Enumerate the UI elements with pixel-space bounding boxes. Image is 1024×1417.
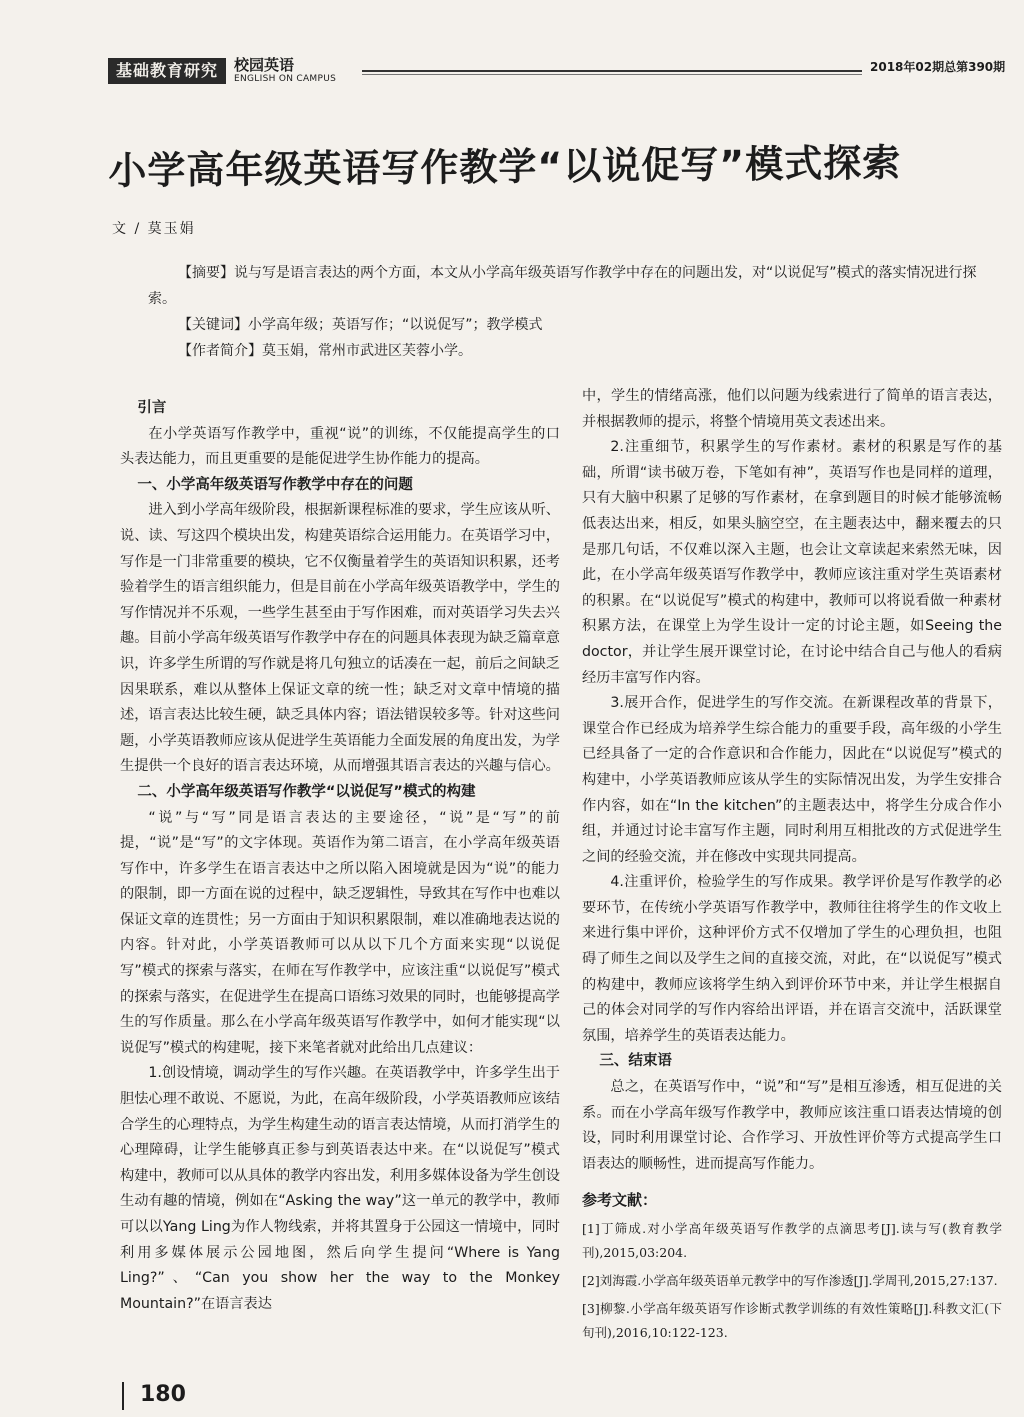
continued-paragraph: 中，学生的情绪高涨，他们以问题为线索进行了简单的语言表达，并根据教师的提示，将整个情境用英文表述出来。 xyxy=(582,388,1002,430)
intro-heading: 引言 xyxy=(137,400,167,416)
magazine-badge: 基础教育研究 xyxy=(108,58,226,84)
reference-item: [3]柳黎.小学高年级英语写作诊断式教学训练的有效性策略[J].科教文汇(下旬刊),2016,10:122-123. xyxy=(582,1301,1002,1341)
references-heading: 参考文献： xyxy=(582,1191,658,1210)
article-title: 小学高年级英语写作教学“以说促写”模式探索 xyxy=(108,140,902,193)
section2-paragraph: “说”与“写”同是语言表达的主要途径，“说”是“写”的前提，“说”是“写”的文字体现。英语作为第二语言，在小学高年级英语写作中，许多学生在语言表达中之所以陷入困境就是因为“说”的能力的限制，即一方面在说的过程中，缺乏逻辑性，导致其在写作中也难以保证文章的连贯性；另一方面由于知识积累限制，难以准确地表达说的内容。针对此，小学英语教师可以从以下几个方面来实现“以说促写”模式的探索与落实，在师在写作教学中，应该注重“以说促写”模式的探索与落实，在促进学生在提高口语练习效果的同时，也能够提高学生的写作质量。那么在小学高年级英语写作教学中，如何才能实现“以说促写”模式的构建呢，接下来笔者就对此给出几点建议： xyxy=(120,809,560,1056)
reference-item: [1]丁筛成.对小学高年级英语写作教学的点滴思考[J].读与写(教育教学刊),2015,03:204. xyxy=(582,1221,1002,1261)
abstract-summary: 【摘要】说与写是语言表达的两个方面，本文从小学高年级英语写作教学中存在的问题出发，对“以说促写”模式的落实情况进行探索。 xyxy=(148,265,977,307)
article-author: 文 / 莫玉娟 xyxy=(112,221,196,237)
page-number: 180 xyxy=(140,1382,186,1407)
section2-heading: 二、小学高年级英语写作教学“以说促写”模式的构建 xyxy=(137,783,476,800)
column-label xyxy=(234,58,336,84)
abstract-block xyxy=(148,260,978,364)
page-number-bar xyxy=(122,1382,124,1410)
abstract-keywords: 【关键词】小学高年级；英语写作；“以说促写”；教学模式 xyxy=(178,317,543,333)
left-column xyxy=(120,396,560,1317)
intro-paragraph: 在小学英语写作教学中，重视“说”的训练，不仅能提高学生的口头表达能力，而且更重要的是能促进学生协作能力的提高。 xyxy=(120,425,560,468)
header-rule xyxy=(362,70,862,75)
conclusion-paragraph: 总之，在英语写作中，“说”和“写”是相互渗透，相互促进的关系。而在小学高年级写作教学中，教师应该注重口语表达情境的创设，同时利用课堂讨论、合作学习、开放性评价等方式提高学生口语表达的顺畅性，进而提高写作能力。 xyxy=(582,1079,1002,1172)
section2-item1: 1.创设情境，调动学生的写作兴趣。在英语教学中，许多学生出于胆怯心理不敢说、不愿说，为此，在高年级阶段，小学英语教师应该结合学生的心理特点，为学生构建生动的语言表达情境，从而打消学生的心理障碍，让学生能够真正参与到英语表达中来。在“以说促写”模式构建中，教师可以从具体的教学内容出发，利用多媒体设备为学生创设生动有趣的情境，例如在“Asking the way”这一单元的教学中，教师可以以Yang Ling为作人物线索，并将其置身于公园这一情境中，同时利用多媒体展示公园地图，然后向学生提问“Where is Yang Ling?”、“Can you show her the way to the Monkey Mountain?”在语言表达 xyxy=(120,1065,560,1312)
column-name-en: ENGLISH ON CAMPUS xyxy=(234,74,337,84)
section2-item3: 3.展开合作，促进学生的写作交流。在新课程改革的背景下，课堂合作已经成为培养学生综合能力的重要手段，高年级的小学生已经具备了一定的合作意识和合作能力，因此在“以说促写”模式的构建中，小学英语教师应该从学生的实际情况出发，为学生安排合作内容，如在“In the kitchen”的主题表达中，将学生分成合作小组，并通过讨论丰富写作主题，同时利用互相批改的方式促进学生之间的经验交流，并在修改中实现共同提高。 xyxy=(582,695,1002,865)
right-column xyxy=(582,384,1002,1345)
abstract-author-bio: 【作者简介】莫玉娟，常州市武进区芙蓉小学。 xyxy=(178,343,472,359)
section3-heading: 三、结束语 xyxy=(599,1053,672,1070)
section1-paragraph: 进入到小学高年级阶段，根据新课程标准的要求，学生应该从听、说、读、写这四个模块出发，构建英语综合运用能力。在英语学习中，写作是一门非常重要的模块，它不仅衡量着学生的英语知识积累，还考验着学生的语言组织能力，但是目前在小学高年级英语教学中，学生的写作情况并不乐观，一些学生甚至由于写作困难，而对英语学习失去兴趣。目前小学高年级英语写作教学中存在的问题具体表现为缺乏篇章意识，许多学生所谓的写作就是将几句独立的话凑在一起，前后之间缺乏因果联系，难以从整体上保证文章的统一性；缺乏对文章中情境的描述，语言表达比较生硬，缺乏具体内容；语法错误较多等。针对这些问题，小学英语教师应该从促进学生英语能力全面发展的角度出发，为学生提供一个良好的语言表达环境，从而增强其语言表达的兴趣与信心。 xyxy=(120,502,560,775)
running-header xyxy=(108,58,336,84)
section1-heading: 一、小学高年级英语写作教学中存在的问题 xyxy=(137,476,413,493)
reference-item: [2]刘海霞.小学高年级英语单元教学中的写作渗透[J].学周刊,2015,27:137. xyxy=(582,1273,998,1289)
issue-label: 2018年02期总第390期 xyxy=(870,60,1006,74)
section2-item2: 2.注重细节，积累学生的写作素材。素材的积累是写作的基础，所谓“读书破万卷，下笔如有神”，英语写作也是同样的道理，只有大脑中积累了足够的写作素材，在拿到题目的时候才能够流畅低表达出来，相反，如果头脑空空，在主题表达中，翻来覆去的只是那几句话，不仅难以深入主题，也会让文章读起来索然无味，因此，在小学高年级英语写作教学中，教师应该注重对学生英语素材的积累。在“以说促写”模式的构建中，教师可以将说看做一种素材积累方法，在课堂上为学生设计一定的讨论主题，如Seeing the doctor，并让学生展开课堂讨论，在讨论中结合自己与他人的看病经历丰富写作内容。 xyxy=(582,439,1002,686)
column-name-cn: 校园英语 xyxy=(234,56,295,74)
section2-item4: 4.注重评价，检验学生的写作成果。教学评价是写作教学的必要环节，在传统小学英语写作教学中，教师往往将学生的作文收上来进行集中评价，这种评价方式不仅增加了学生的心理负担，也阻碍了师生之间以及学生之间的直接交流，对此，在“以说促写”模式的构建中，教师应该将学生纳入到评价环节中来，并让学生根据自己的体会对同学的写作内容给出评语，并在语言交流中，活跃课堂氛围，培养学生的英语表达能力。 xyxy=(582,874,1002,1044)
